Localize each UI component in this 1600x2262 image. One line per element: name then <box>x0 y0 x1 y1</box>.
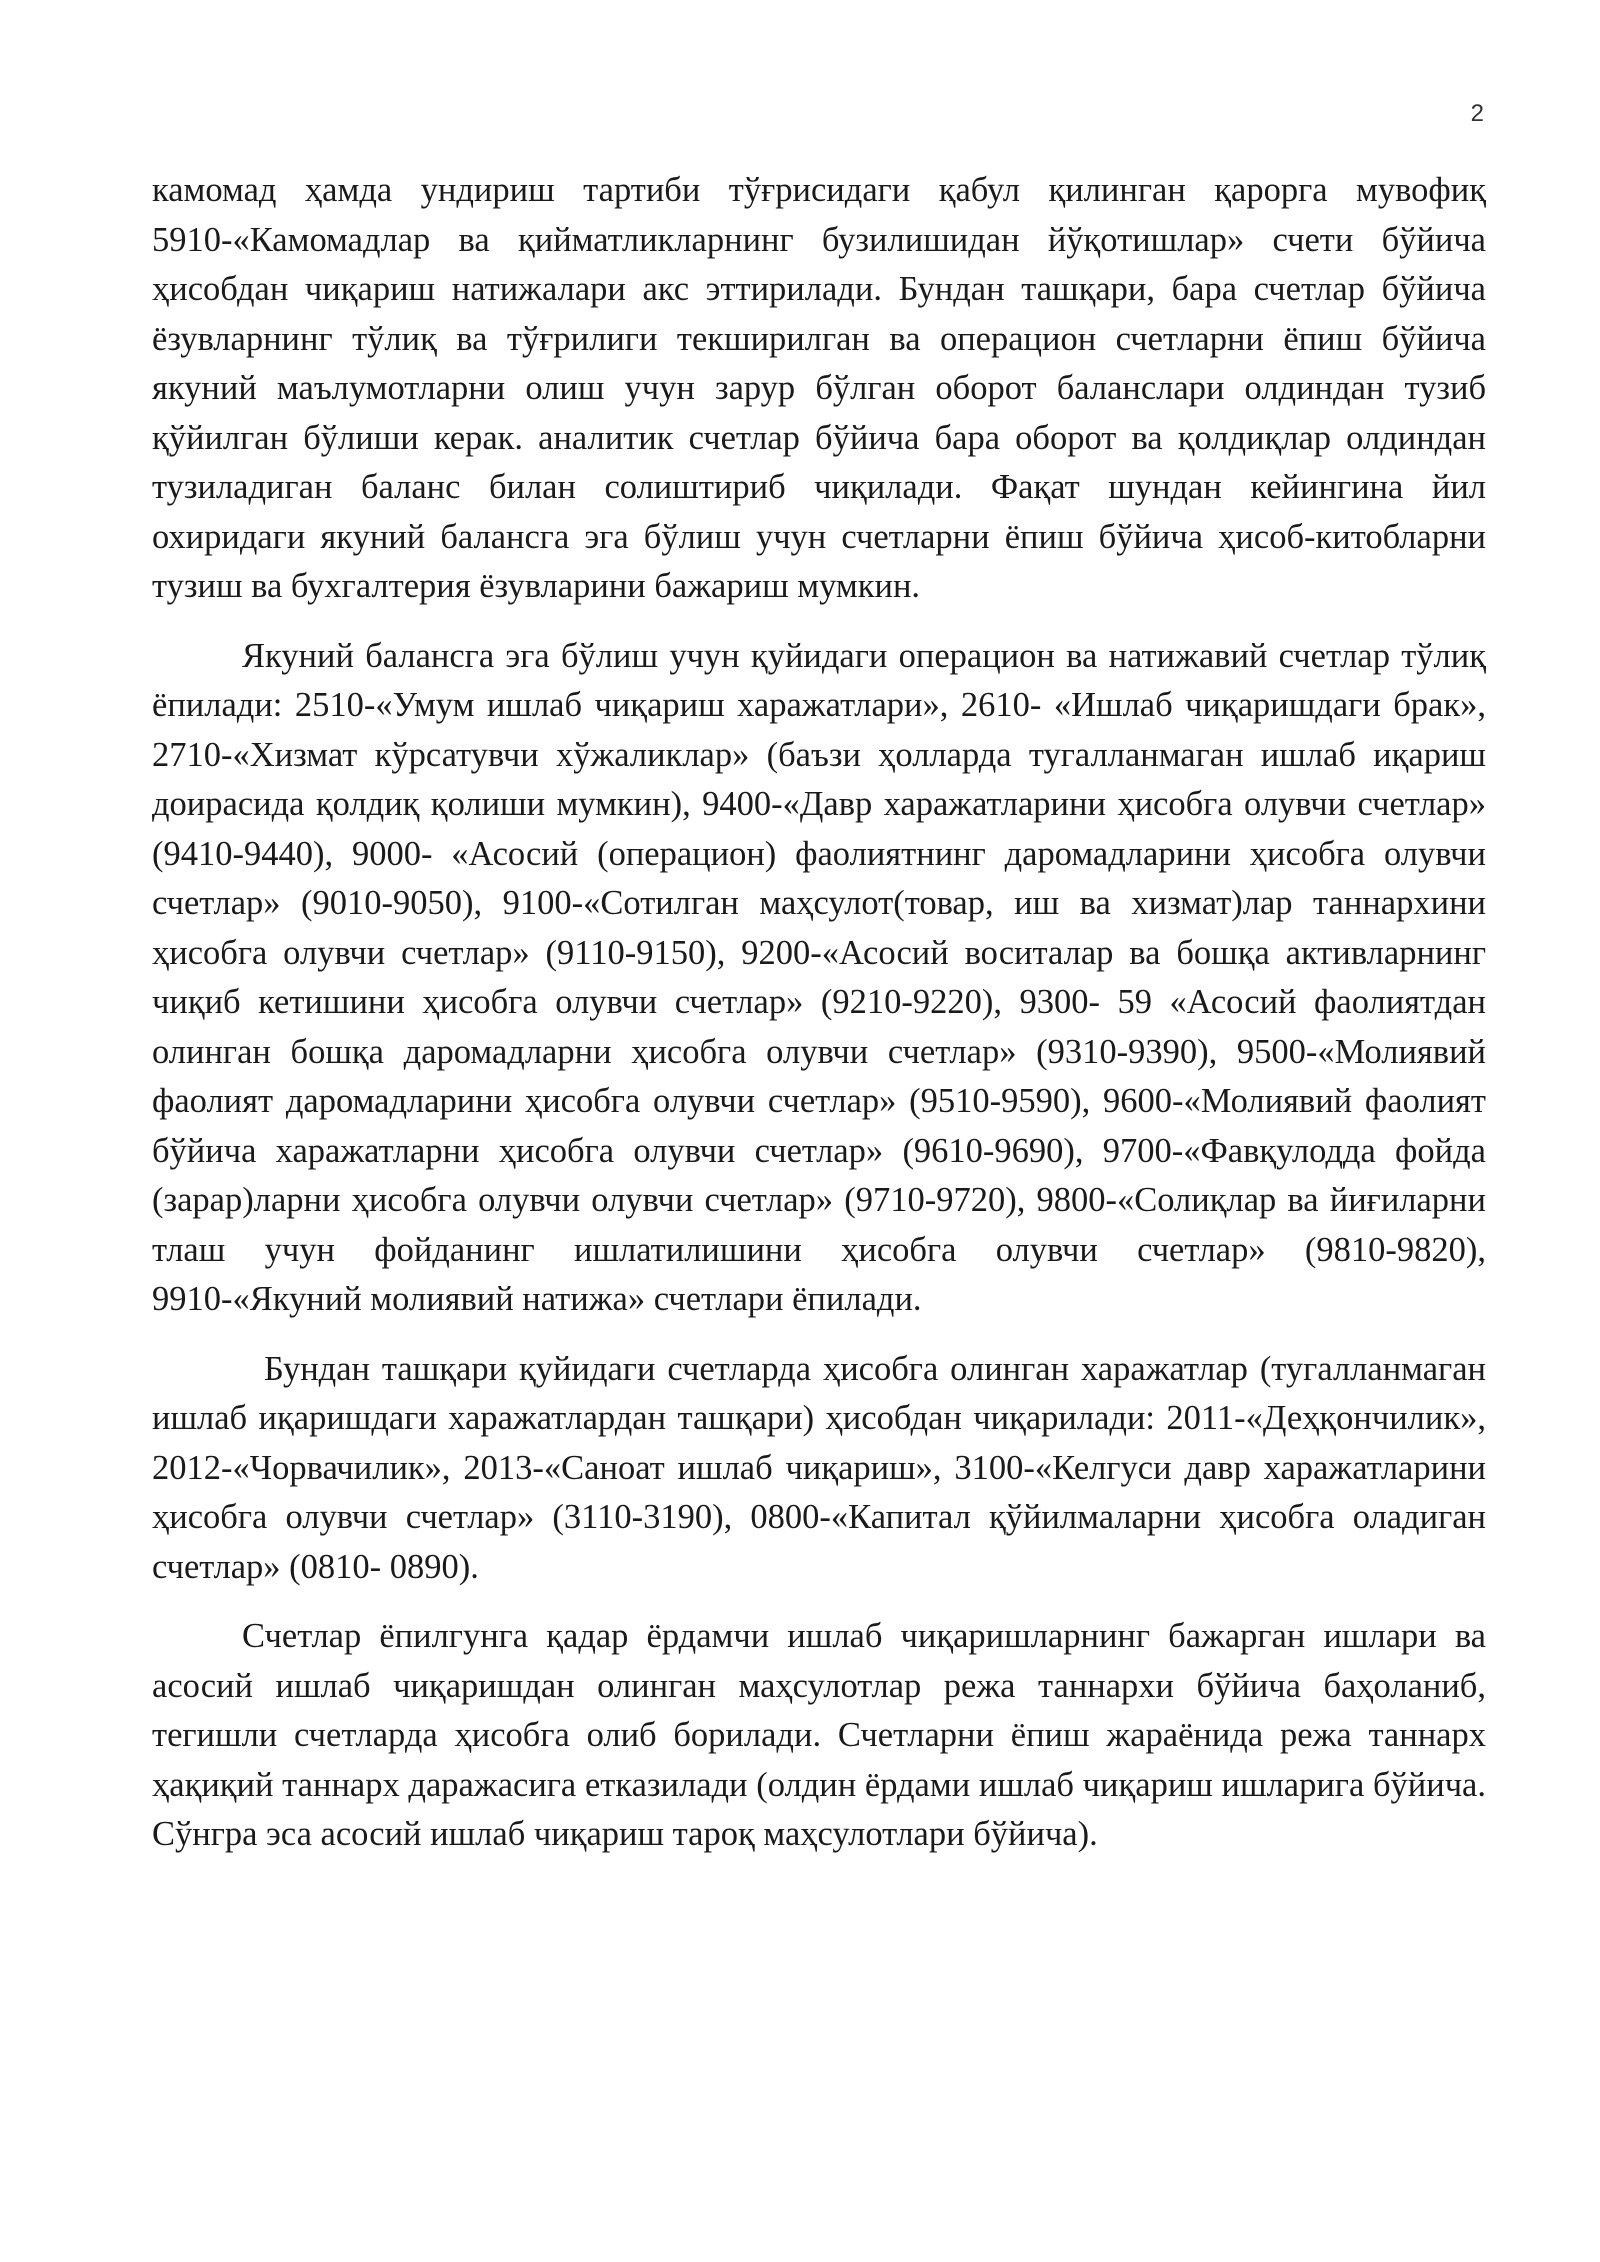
paragraph-2: Якуний балансга эга бўлиш учун қуйидаги операцион ва натижавий счетлар тўлиқ ёпилади: 2510-«Умум ишлаб чиқариш харажатлари», 2610- «Ишлаб чиқаришдаги брак», 2710-«Хизмат кўрсатувчи хўжаликлар» (баъзи ҳолларда тугалланмаган ишлаб иқариш доирасида қолдиқ қолиши мумкин), 9400-«Давр харажатларини ҳисобга олувчи счетлар» (9410-9440), 9000- «Асосий (операцион) фаолиятнинг даромадларини ҳисобга олувчи счетлар» (9010-9050), 9100-«Сотилган маҳсулот(товар, иш ва хизмат)лар таннархини ҳисобга олувчи счетлар» (9110-9150), 9200-«Асосий воситалар ва бошқа активларнинг чиқиб кетишини ҳисобга олувчи счетлар» (9210-9220), 9300- 59 «Асосий фаолиятдан олинган бошқа даромадларни ҳисобга олувчи счетлар» (9310-9390), 9500-«Молиявий фаолият даромадларини ҳисобга олувчи счетлар» (9510-9590), 9600-«Молиявий фаолият бўйича харажатларни ҳисобга олувчи счетлар» (9610-9690), 9700-«Фавқулодда фойда (зарар)ларни ҳисобга олувчи олувчи счетлар» (9710-9720), 9800-«Солиқлар ва йиғиларни тлаш учун фойданинг ишлатилишини ҳисобга олувчи счетлар» (9810-9820), 9910-«Якуний молиявий натижа» счетлари ёпилади. <box>152 636 1486 1318</box>
document-body <box>152 166 1486 1880</box>
page-number: 2 <box>1470 100 1484 127</box>
paragraph-4: Счетлар ёпилгунга қадар ёрдамчи ишлаб чиқаришларнинг бажарган ишлари ва асосий ишлаб чиқаришдан олинган маҳсулотлар режа таннархи бўйича баҳоланиб, тегишли счетларда ҳисобга олиб борилади. Счетларни ёпиш жараёнида режа таннарх ҳақиқий таннарх даражасига етказилади (олдин ёрдами ишлаб чиқариш ишларига бўйича. Сўнгра эса асосий ишлаб чиқариш тароқ маҳсулотлари бўйича). <box>152 1617 1486 1853</box>
paragraph-3: Бундан ташқари қуйидаги счетларда ҳисобга олинган харажатлар (тугалланмаган ишлаб иқаришдаги харажатлардан ташқари) ҳисобдан чиқарилади: 2011-«Деҳқончилик», 2012-«Чорвачилик», 2013-«Саноат ишлаб чиқариш», 3100-«Келгуси давр харажатларини ҳисобга олувчи счетлар» (3110-3190), 0800-«Капитал қўйилмаларни ҳисобга оладиган счетлар» (0810- 0890). <box>152 1349 1486 1586</box>
paragraph-1: камомад ҳамда ундириш тартиби тўғрисидаги қабул қилинган қарорга мувофиқ 5910-«Камомадлар ва қийматликларнинг бузилишидан йўқотишлар» счети бўйича ҳисобдан чиқариш натижалари акс эттирилади. Бундан ташқари, бара счетлар бўйича ёзувларнинг тўлиқ ва тўғрилиги текширилган ва операцион счетларни ёпиш бўйича якуний маълумотларни олиш учун зарур бўлган оборот баланслари олдиндан тузиб қўйилган бўлиши керак. аналитик счетлар бўйича бара оборот ва қолдиқлар олдиндан тузиладиган баланс билан солиштириб чиқилади. Фақат шундан кейингина йил охиридаги якуний балансга эга бўлиш учун счетларни ёпиш бўйича ҳисоб-китобларни тузиш ва бухгалтерия ёзувларини бажариш мумкин. <box>152 171 1486 605</box>
